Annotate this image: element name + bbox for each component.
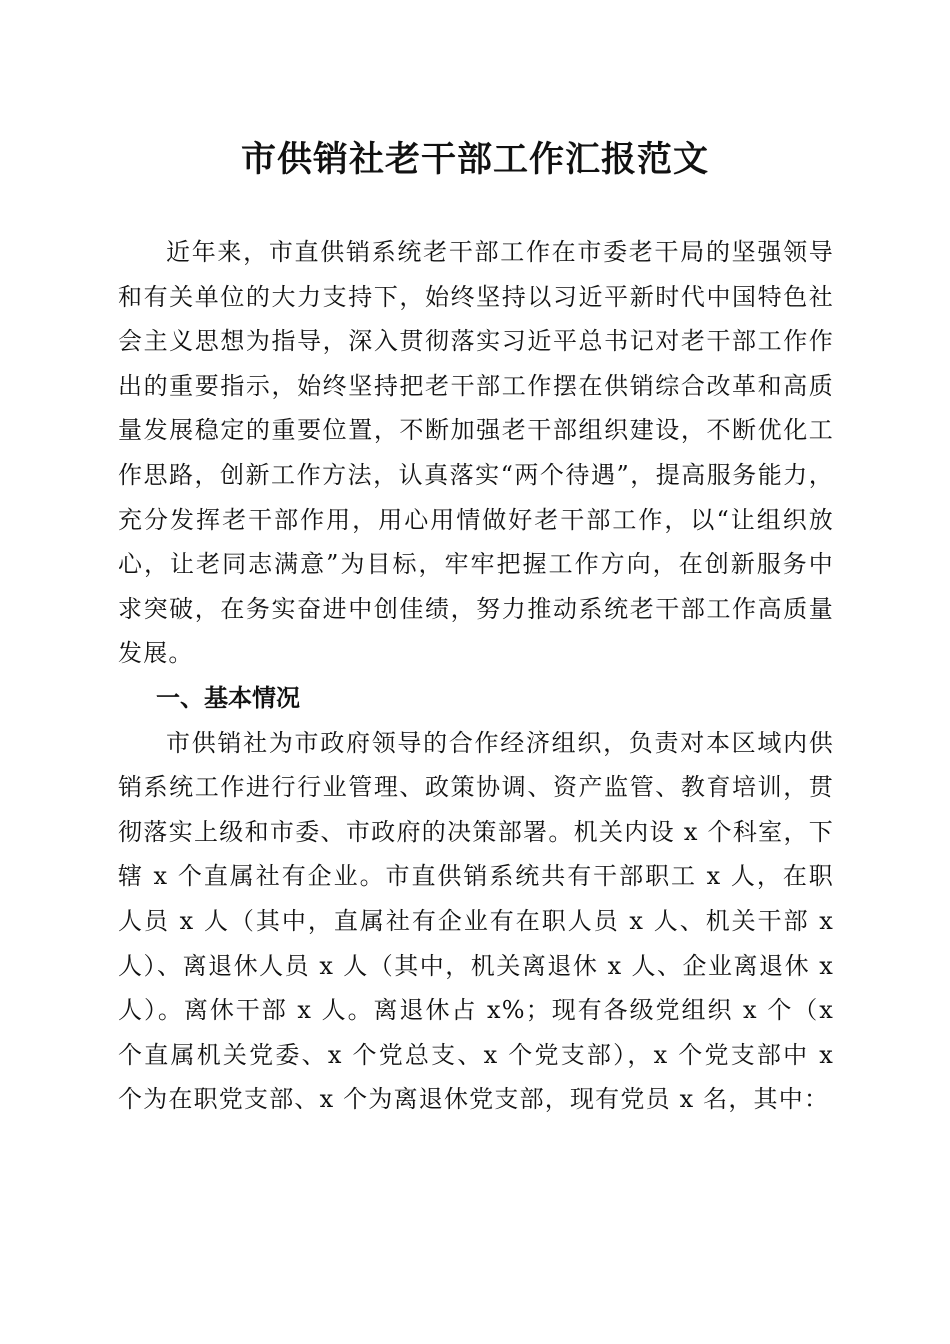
basic-info-paragraph: 市供销社为市政府领导的合作经济组织，负责对本区域内供销系统工作进行行业管理、政策协调、资产监管、教育培训，贯彻落实上级和市委、市政府的决策部署。机关内设 x 个科室，下辖 x 个直属社有企业。市直供销系统共有干部职工 x 人，在职人员 x 人（其中，直属社有企业有在职人员 x 人、机关干部 x 人）、离退休人员 x 人（其中，机关离退休 x 人、企业离退休 x 人）。离休干部 x 人。离退休占 x%；现有各级党组织 x 个（x 个直属机关党委、x 个党总支、x 个党支部），x 个党支部中 x 个为在职党支部、x 个为离退休党支部，现有党员 x 名，其中： <box>118 728 834 1114</box>
document-title: 市供销社老干部工作汇报范文 <box>240 139 709 180</box>
document-body <box>118 230 834 1122</box>
intro-paragraph: 近年来，市直供销系统老干部工作在市委老干局的坚强领导和有关单位的大力支持下，始终坚持以习近平新时代中国特色社会主义思想为指导，深入贯彻落实习近平总书记对老干部工作作出的重要指示，始终坚持把老干部工作摆在供销综合改革和高质量发展稳定的重要位置，不断加强老干部组织建设，不断优化工作思路，创新工作方法，认真落实“两个待遇”，提高服务能力，充分发挥老干部作用，用心用情做好老干部工作，以“让组织放心，让老同志满意”为目标，牢牢把握工作方向，在创新服务中求突破，在务实奋进中创佳绩，努力推动系统老干部工作高质量发展。 <box>118 238 834 668</box>
section-heading-basic-info: 一、基本情况 <box>156 683 300 712</box>
